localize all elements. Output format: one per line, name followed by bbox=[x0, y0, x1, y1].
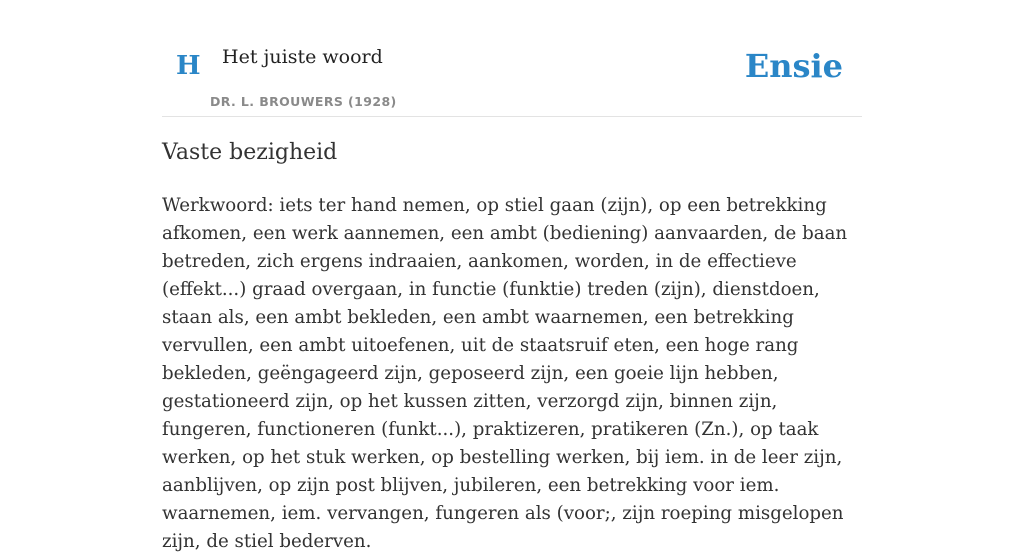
ensie-logo-link[interactable]: Ensie bbox=[744, 47, 843, 85]
book-logo-letter[interactable]: H bbox=[176, 51, 201, 81]
entry-body: Werkwoord: iets ter hand nemen, op stiel gaan (zijn), op een betrekking afkomen, een werk aannemen, een ambt (bediening) aanvaarden, de baan betreden, zich ergens indraaien, aankomen, worden, in de effectieve (effekt...) graad overgaan, in functie (funktie) treden (zijn), dienstdoen, staan als, een ambt bekleden, een ambt waarnemen, een betrekking vervullen, een ambt uitoefenen, uit de staatsruif eten, een hoge rang bekleden, geëngageerd zijn, geposeerd zijn, een goeie lijn hebben, gestationeerd zijn, op het kussen zitten, verzorgd zijn, binnen zijn, fungeren, functioneren (funkt...), praktizeren, pratikeren (Zn.), op taak werken, op het stuk werken, op bestelling werken, bij iem. in de leer zijn, aanblijven, op zijn post blijven, jubileren, een betrekking voor iem. waarnemen, iem. vervangen, fungeren als (voor;, zijn roeping misgelopen zijn, de stiel bederven. bbox=[162, 195, 848, 552]
entry-title: Vaste bezigheid bbox=[162, 140, 338, 165]
book-title-link[interactable]: Het juiste woord bbox=[222, 46, 383, 68]
book-header bbox=[162, 0, 862, 117]
book-author: DR. L. BROUWERS (1928) bbox=[210, 94, 397, 109]
